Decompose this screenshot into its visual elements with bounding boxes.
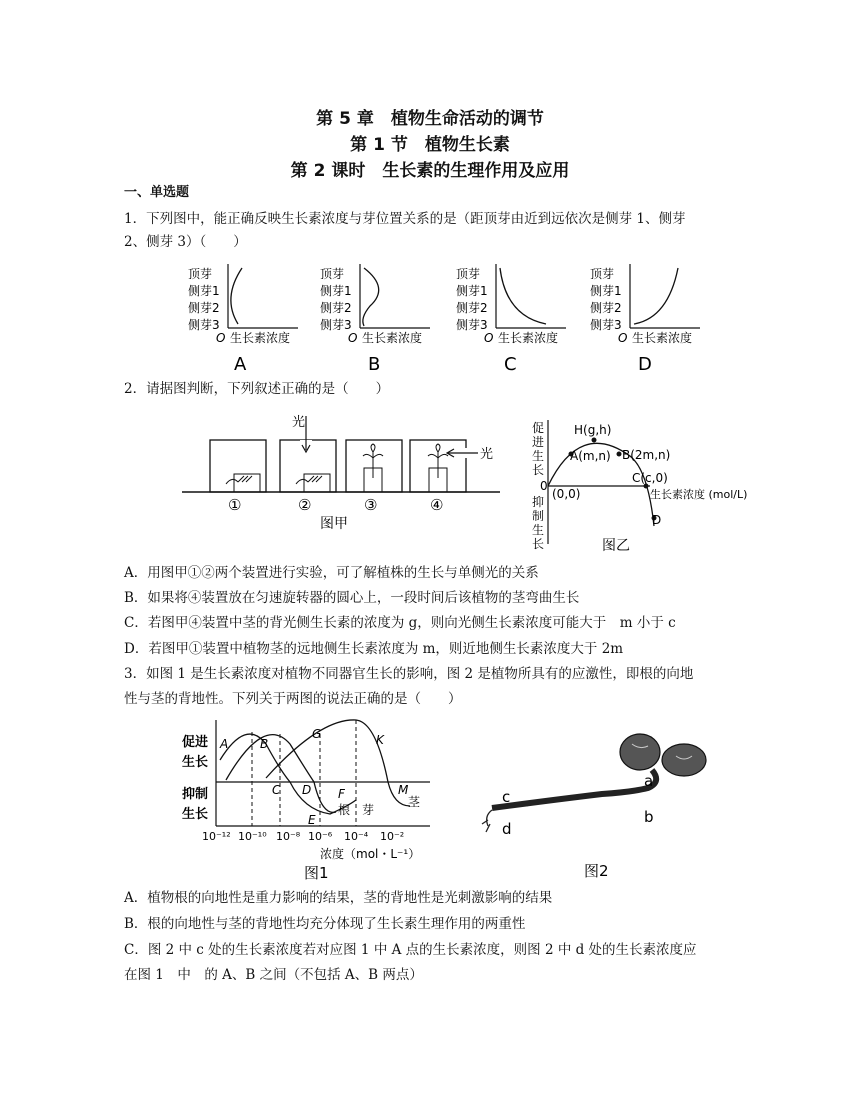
leaf-left-icon [620, 734, 660, 770]
leaf-right-icon [662, 744, 706, 776]
q1-a-curve [231, 268, 242, 324]
light-label-2: 光 [480, 447, 494, 462]
q1-stem-line1: 1．下列图中，能正确反映生长素浓度与芽位置关系的是（距顶芽由近到远依次是侧芽 1、侧芽 [124, 211, 686, 227]
section-label: 一、单选题 [124, 185, 190, 200]
f1-point-f: F [338, 787, 345, 801]
box-1 [210, 440, 266, 492]
f2-label-c: c [502, 788, 511, 806]
q1-d-ylabel-1: 侧芽1 [590, 284, 622, 298]
q3-figure-2 [472, 730, 742, 880]
q1-b-ylabel-2: 侧芽2 [320, 301, 352, 315]
q2-figure-jia [182, 412, 502, 536]
point-a: A(m,n) [570, 449, 611, 463]
q3-stem-line1: 3．如图 1 是生长素浓度对植物不同器官生长的影响，图 2 是植物所具有的应激性，即根的向地 [124, 666, 694, 682]
chapter-title: 第 5 章 植物生命活动的调节 [316, 109, 544, 129]
q1-b-ylabel-0: 顶芽 [320, 267, 345, 281]
sprout-1-icon [226, 476, 252, 484]
q1-d-ylabel-0: 顶芽 [590, 267, 615, 281]
point-b: B(2m,n) [622, 448, 671, 462]
f1-point-d: D [302, 783, 312, 797]
q1-c-curve [500, 268, 546, 324]
q1-a-ylabel-0: 顶芽 [188, 267, 213, 281]
f1-point-m: M [398, 783, 409, 797]
q1-c-ylabel-2: 侧芽2 [456, 301, 488, 315]
q1-graph-c [456, 264, 566, 374]
q2-choice-c: C．若图甲④装置中茎的背光侧生长素的浓度为 g，则向光侧生长素浓度可能大于 m 小于 c [124, 615, 676, 631]
label-num-4: ④ [430, 496, 444, 514]
q1-a-origin: O [216, 331, 226, 345]
point-d: D [652, 513, 662, 527]
f1-organ-bud: 芽 [362, 803, 375, 817]
f2-label-a: a [644, 772, 654, 790]
q1-graph-b [320, 264, 430, 374]
q1-graph-d [590, 264, 700, 374]
yi-ylabel-up: 促进生长 [532, 421, 545, 477]
point-origin: (0,0) [552, 487, 581, 501]
label-num-3: ③ [364, 496, 378, 514]
q1-a-ylabel-2: 侧芽2 [188, 301, 220, 315]
sprout-3-icon [363, 444, 383, 478]
q3-figure-1 [180, 714, 450, 880]
f1-point-g: G [312, 727, 322, 741]
q3-choice-c-cont: 在图 1 中 的 A、B 之间（不包括 A、B 两点） [124, 967, 423, 983]
f1-organ-root: 根 [338, 803, 351, 817]
q1-c-ylabel-1: 侧芽1 [456, 284, 488, 298]
q1-d-ylabel-2: 侧芽2 [590, 301, 622, 315]
q2-choice-b: B．如果将④装置放在匀速旋转器的圆心上，一段时间后该植物的茎弯曲生长 [124, 590, 580, 606]
q1-b-curve [363, 268, 379, 326]
q1-c-ylabel-0: 顶芽 [456, 267, 481, 281]
q1-option-c: C [504, 354, 517, 374]
q1-d-curve [634, 268, 678, 324]
axis-zero: 0 [540, 479, 548, 493]
q2-choice-d: D．若图甲①装置中植物茎的远地侧生长素浓度为 m，则近地侧生长素浓度大于 2m [124, 641, 624, 657]
q1-graph-a [188, 264, 298, 374]
f1-tick-0: 10⁻¹² [202, 830, 231, 843]
f1-tick-4: 10⁻⁴ [344, 830, 369, 843]
q1-a-ylabel-1: 侧芽1 [188, 284, 220, 298]
caption-yi: 图乙 [602, 538, 630, 554]
f1-ylabel-up1: 促进 [182, 735, 209, 750]
f1-tick-1: 10⁻¹⁰ [238, 830, 267, 843]
q3-choice-b: B．根的向地性与茎的背地性均充分体现了生长素生理作用的两重性 [124, 916, 526, 932]
q1-option-d: D [638, 354, 652, 374]
f1-ylabel-dn1: 抑制 [182, 787, 209, 802]
q2-choice-a: A．用图甲①②两个装置进行实验，可了解植株的生长与单侧光的关系 [124, 565, 539, 581]
q1-a-xlabel: 生长素浓度 [230, 331, 291, 345]
q1-b-xlabel: 生长素浓度 [362, 331, 423, 345]
f1-point-b: B [260, 737, 269, 751]
caption-jia: 图甲 [320, 516, 348, 532]
f1-ylabel-dn2: 生长 [182, 807, 209, 822]
f1-point-k: K [376, 733, 384, 747]
f1-organ-stem: 茎 [408, 795, 421, 809]
q1-d-origin: O [618, 331, 628, 345]
q2-figure-yi [522, 416, 772, 558]
q1-b-ylabel-1: 侧芽1 [320, 284, 352, 298]
label-num-1: ① [228, 496, 242, 514]
f1-point-c: C [272, 783, 281, 797]
q3-stem-line2: 性与茎的背地性。下列关于两图的说法正确的是（ ） [124, 691, 462, 707]
q1-b-ylabel-3: 侧芽3 [320, 318, 352, 332]
f1-tick-3: 10⁻⁶ [308, 830, 333, 843]
q1-option-graphs [180, 262, 720, 374]
q3-choice-c: C．图 2 中 c 处的生长素浓度若对应图 1 中 A 点的生长素浓度，则图 2 中 d 处的生长素浓度应 [124, 942, 697, 958]
f1-ylabel-up2: 生长 [182, 755, 209, 770]
lesson-title: 第 2 课时 生长素的生理作用及应用 [290, 161, 570, 181]
f1-xlabel: 浓度（mol・L⁻¹） [320, 847, 421, 861]
q3-choice-a: A．植物根的向地性是重力影响的结果，茎的背地性是光刺激影响的结果 [124, 890, 553, 906]
f2-label-d: d [502, 820, 512, 838]
q1-c-origin: O [484, 331, 494, 345]
q1-option-b: B [368, 354, 381, 374]
yi-xlabel: 生长素浓度 (mol/L) [650, 488, 748, 501]
f1-point-e: E [308, 813, 316, 827]
point-c: C(c,0) [632, 471, 668, 485]
box-3 [346, 440, 402, 492]
section-title: 第 1 节 植物生长素 [350, 135, 510, 155]
q1-d-xlabel: 生长素浓度 [632, 331, 693, 345]
f1-tick-5: 10⁻² [380, 830, 405, 843]
q2-stem: 2．请据图判断，下列叙述正确的是（ ） [124, 381, 390, 397]
q1-c-xlabel: 生长素浓度 [498, 331, 559, 345]
q1-a-ylabel-3: 侧芽3 [188, 318, 220, 332]
light-label-1: 光 [292, 415, 306, 430]
sprout-2-icon [296, 476, 322, 484]
q1-b-origin: O [348, 331, 358, 345]
yi-ylabel-down: 抑制生长 [532, 495, 545, 551]
point-h: H(g,h) [574, 423, 612, 437]
root-curve [220, 734, 356, 814]
f2-label-b: b [644, 808, 654, 826]
f1-point-a: A [220, 737, 229, 751]
caption-fig1: 图1 [304, 864, 329, 880]
q1-option-a: A [234, 354, 247, 374]
q1-c-ylabel-3: 侧芽3 [456, 318, 488, 332]
caption-fig2: 图2 [584, 862, 609, 880]
stem-body [492, 770, 656, 808]
root-tip-icon [482, 810, 492, 832]
f1-tick-2: 10⁻⁸ [276, 830, 301, 843]
q1-stem-line2: 2、侧芽 3）（ ） [124, 234, 247, 250]
label-num-2: ② [298, 496, 312, 514]
q1-d-ylabel-3: 侧芽3 [590, 318, 622, 332]
sprout-4-icon [428, 444, 448, 478]
